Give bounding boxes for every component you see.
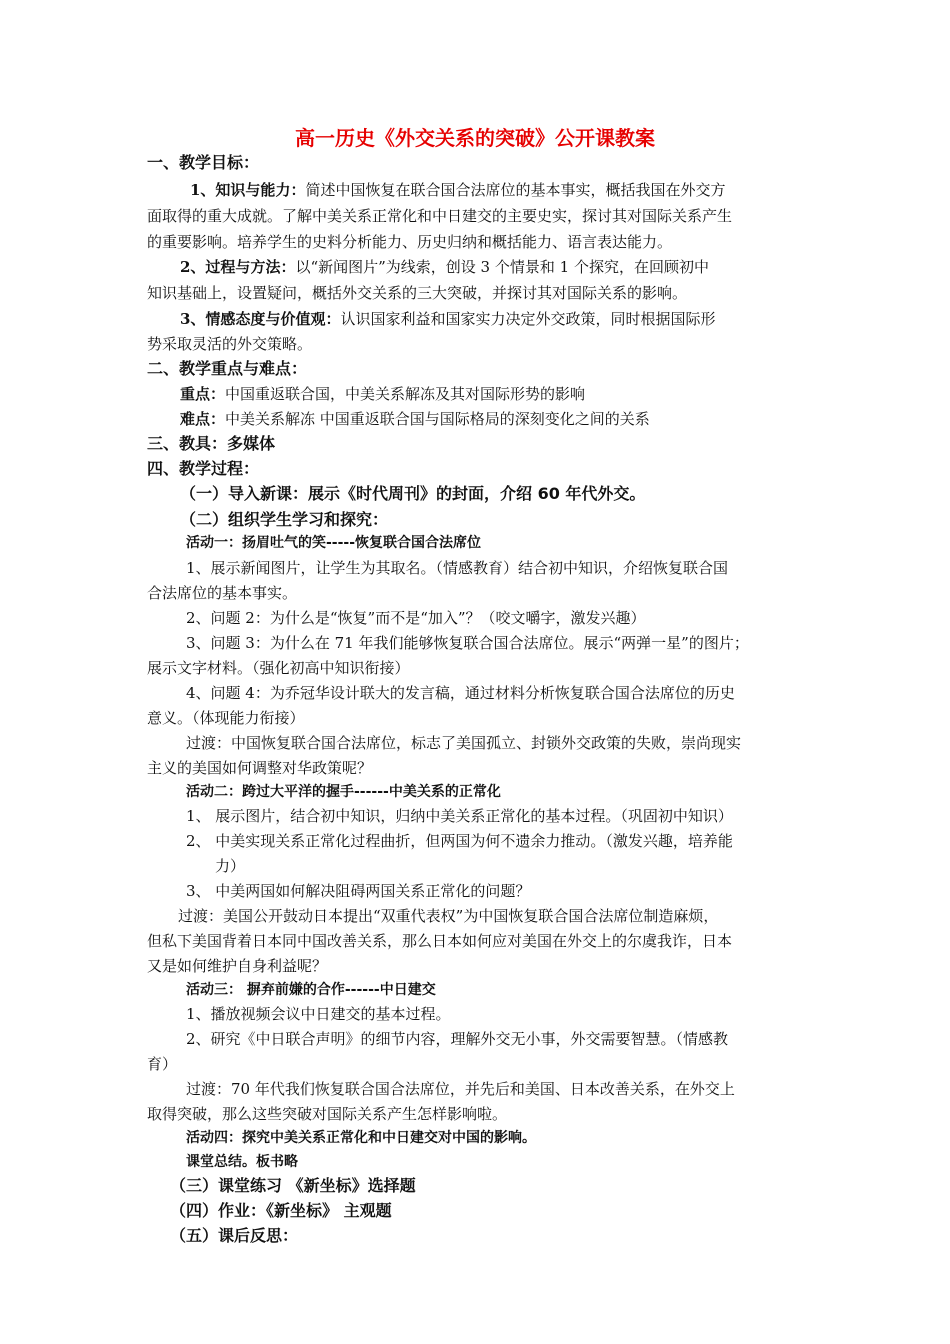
activity-3-line-1: 1、播放视频会议中日建交的基本过程。 bbox=[186, 1005, 451, 1023]
activity-3-title: 活动三： 摒弃前嫌的合作------中日建交 bbox=[186, 982, 436, 998]
class-summary: 课堂总结。板书略 bbox=[186, 1154, 298, 1170]
key-point-text: 中国重返联合国，中美关系解冻及其对国际形势的影响 bbox=[225, 385, 586, 403]
transition-2-line-2: 但私下美国背着日本同中国改善关系，那么日本如何应对美国在外交上的尔虞我诈，日本 bbox=[147, 932, 733, 950]
activity-1-line-4: 3、问题 3：为什么在 71 年我们能够恢复联合国合法席位。展示“两弹一星”的图片； bbox=[186, 634, 749, 652]
objective-2-line-1: 以“新闻图片”为线索，创设 3 个情景和 1 个探究，在回顾初中 bbox=[295, 258, 709, 276]
objective-1-line-2: 面取得的重大成就。了解中美关系正常化和中日建交的主要史实，探讨其对国际关系产生 bbox=[147, 207, 733, 225]
activity-1-line-2: 合法席位的基本事实。 bbox=[147, 584, 298, 602]
activity-1-line-7: 意义。（体现能力衔接） bbox=[147, 709, 305, 727]
objective-3-line-1: 认识国家利益和国家实力决定外交政策，同时根据国际形 bbox=[340, 310, 716, 328]
activity-2-line-2: 2、 中美实现关系正常化过程曲折，但两国为何不遗余力推动。（激发兴趣，培养能 bbox=[186, 832, 733, 850]
section-2-heading: 二、教学重点与难点： bbox=[147, 359, 308, 378]
activity-2-line-4: 3、 中美两国如何解决阻碍两国关系正常化的问题？ bbox=[186, 882, 531, 900]
section-1-heading: 一、教学目标： bbox=[147, 153, 260, 172]
homework-step: （四）作业：《新坐标》 主观题 bbox=[170, 1201, 392, 1220]
difficult-point-text: 中美关系解冻 中国重返联合国与国际格局的深刻变化之间的关系 bbox=[225, 410, 650, 428]
practice-step: （三）课堂练习 《新坐标》选择题 bbox=[170, 1176, 416, 1195]
explore-step: （二）组织学生学习和探究： bbox=[180, 510, 389, 529]
transition-3-line-2: 取得突破，那么这些突破对国际关系产生怎样影响啦。 bbox=[147, 1105, 508, 1123]
objective-1-label: 1、知识与能力： bbox=[190, 181, 306, 199]
activity-4-title: 活动四：探究中美关系正常化和中日建交对中国的影响。 bbox=[186, 1130, 536, 1146]
objective-1 bbox=[190, 180, 725, 200]
transition-2-line-1: 过渡：美国公开鼓动日本提出“双重代表权”为中国恢复联合国合法席位制造麻烦， bbox=[178, 907, 719, 925]
section-4-heading: 四、教学过程： bbox=[147, 459, 260, 478]
activity-1-line-3: 2、问题 2：为什么是“恢复”而不是“加入”？（咬文嚼字，激发兴趣） bbox=[186, 609, 646, 627]
document-title: 高一历史《外交关系的突破》公开课教案 bbox=[295, 126, 655, 150]
activity-1-line-1: 1、展示新闻图片，让学生为其取名。（情感教育）结合初中知识，介绍恢复联合国 bbox=[186, 559, 729, 577]
transition-2-line-3: 又是如何维护自身利益呢？ bbox=[147, 957, 328, 975]
difficult-point-label: 难点： bbox=[180, 410, 226, 428]
objective-2-label: 2、过程与方法： bbox=[180, 258, 296, 276]
reflection-step: （五）课后反思： bbox=[170, 1226, 299, 1245]
objective-3 bbox=[180, 309, 715, 329]
activity-1-title: 活动一：扬眉吐气的笑-----恢复联合国合法席位 bbox=[186, 535, 482, 551]
transition-1-line-2: 主义的美国如何调整对华政策呢？ bbox=[147, 759, 373, 777]
intro-step: （一）导入新课：展示《时代周刊》的封面，介绍 60 年代外交。 bbox=[180, 484, 646, 503]
objective-3-label: 3、情感态度与价值观： bbox=[180, 310, 341, 328]
activity-2-title: 活动二：跨过大平洋的握手------中美关系的正常化 bbox=[186, 784, 501, 800]
activity-2-line-1: 1、 展示图片，结合初中知识，归纳中美关系正常化的基本过程。（巩固初中知识） bbox=[186, 807, 733, 825]
activity-3-line-3: 育） bbox=[147, 1055, 178, 1073]
objective-2 bbox=[180, 257, 709, 277]
key-point-label: 重点： bbox=[180, 385, 226, 403]
objective-1-line-1: 简述中国恢复在联合国合法席位的基本事实，概括我国在外交方 bbox=[305, 181, 726, 199]
transition-3-line-1: 过渡：70 年代我们恢复联合国合法席位，并先后和美国、日本改善关系，在外交上 bbox=[186, 1080, 735, 1098]
activity-1-line-6: 4、问题 4：为乔冠华设计联大的发言稿，通过材料分析恢复联合国合法席位的历史 bbox=[186, 684, 735, 702]
objective-2-line-2: 知识基础上，设置疑问，概括外交关系的三大突破，并探讨其对国际关系的影响。 bbox=[147, 284, 688, 302]
difficult-point bbox=[180, 409, 650, 429]
activity-3-line-2: 2、研究《中日联合声明》的细节内容，理解外交无小事，外交需要智慧。（情感教 bbox=[186, 1030, 729, 1048]
activity-2-line-3: 力） bbox=[215, 857, 246, 875]
key-point bbox=[180, 384, 585, 404]
objective-3-line-2: 势采取灵活的外交策略。 bbox=[147, 335, 313, 353]
section-3-heading: 三、教具：多媒体 bbox=[147, 434, 276, 453]
transition-1-line-1: 过渡：中国恢复联合国合法席位，标志了美国孤立、封锁外交政策的失败，崇尚现实 bbox=[186, 734, 742, 752]
objective-1-line-3: 的重要影响。培养学生的史料分析能力、历史归纳和概括能力、语言表达能力。 bbox=[147, 233, 673, 251]
activity-1-line-5: 展示文字材料。（强化初高中知识衔接） bbox=[147, 659, 410, 677]
